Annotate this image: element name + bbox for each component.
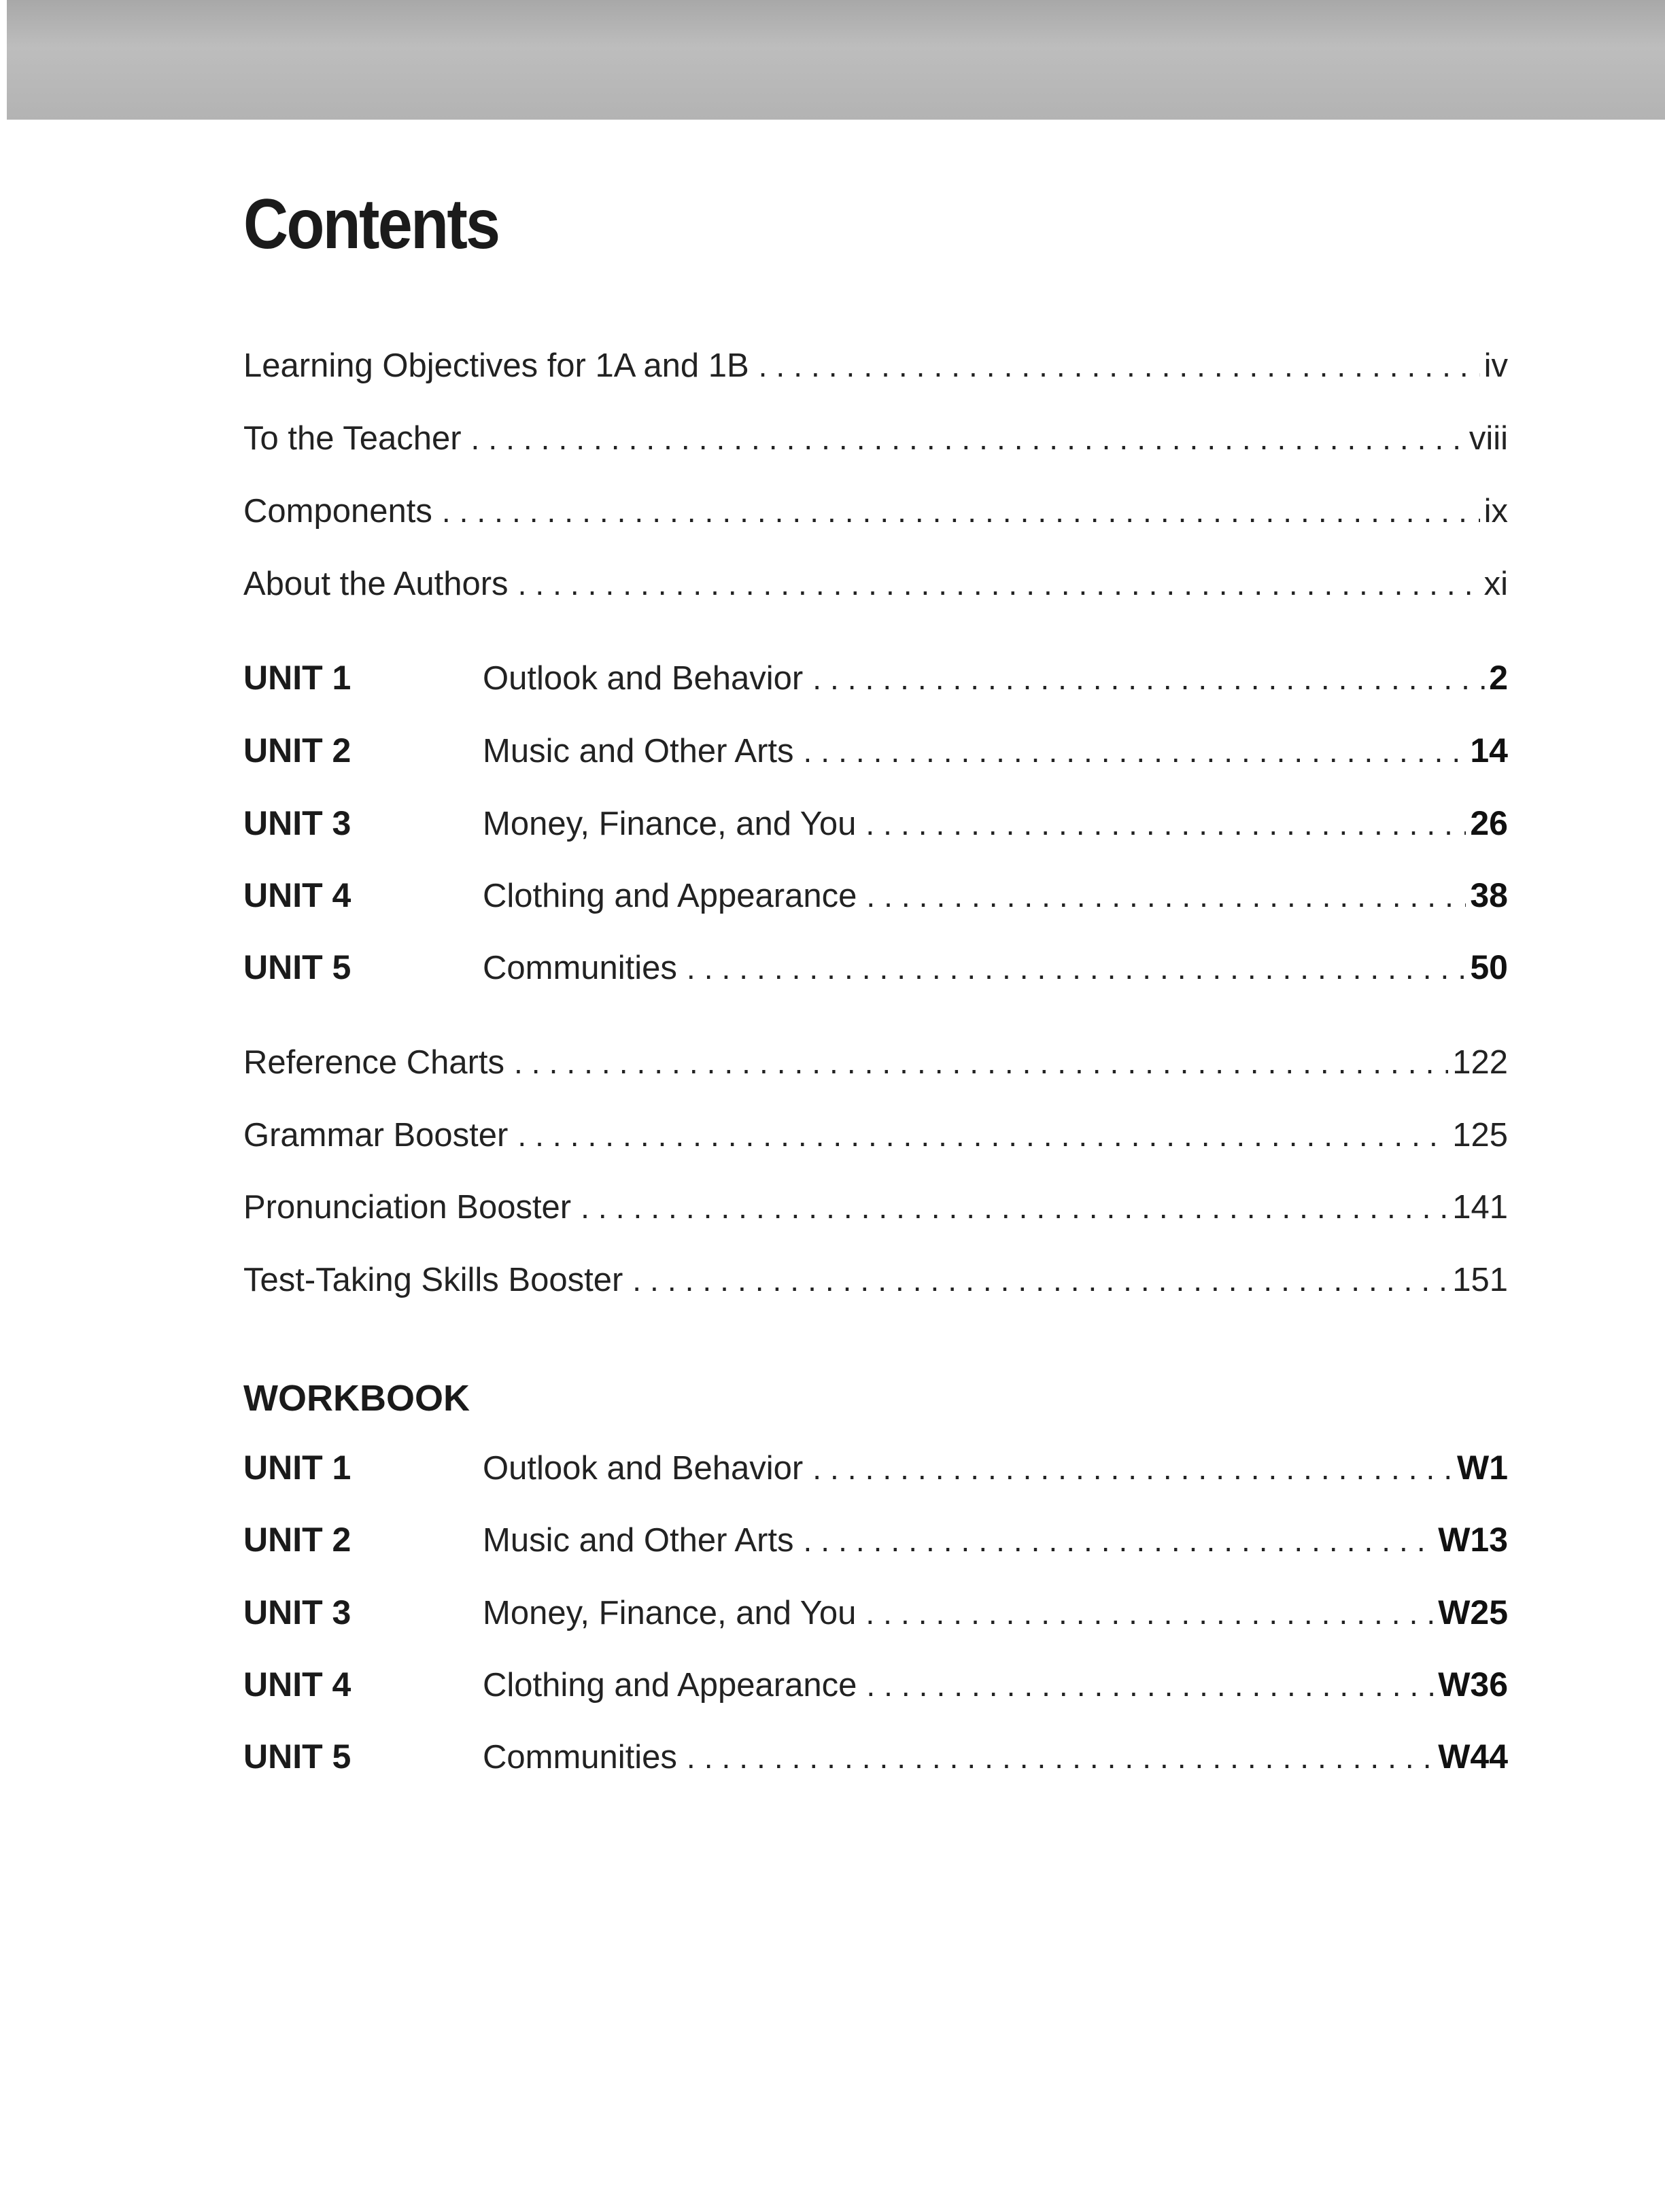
page-title: Contents	[243, 185, 499, 264]
dot-leader	[514, 568, 1480, 600]
toc-entry-title: Pronunciation Booster	[243, 1189, 572, 1226]
unit-page: 38	[1470, 876, 1508, 914]
toc-entry-about-the-authors[interactable]	[243, 565, 1508, 619]
unit-title: Money, Finance, and You	[483, 806, 857, 842]
toc-entry-page: iv	[1483, 347, 1508, 384]
dot-leader	[683, 952, 1466, 984]
toc-unit-4[interactable]	[243, 876, 1508, 930]
toc-entry-page: xi	[1483, 566, 1508, 602]
toc-entry-title: Components	[243, 493, 432, 530]
toc-workbook-unit-5[interactable]	[243, 1737, 1508, 1791]
unit-title: Music and Other Arts	[483, 1522, 794, 1559]
unit-title: Communities	[483, 1739, 677, 1776]
unit-title: Outlook and Behavior	[483, 1450, 804, 1487]
unit-page: W1	[1457, 1449, 1508, 1487]
toc-workbook-unit-1[interactable]	[243, 1448, 1508, 1502]
toc-entry-title: To the Teacher	[243, 420, 462, 457]
unit-title: Communities	[483, 950, 677, 986]
dot-leader	[755, 350, 1480, 381]
toc-entry-pronunciation-booster[interactable]	[243, 1188, 1508, 1243]
dot-leader	[513, 1120, 1448, 1151]
toc-entry-page: 125	[1452, 1117, 1508, 1154]
unit-label: UNIT 5	[243, 948, 351, 986]
dot-leader	[438, 496, 1480, 527]
toc-entry-page: ix	[1483, 493, 1508, 530]
unit-label: UNIT 4	[243, 876, 351, 914]
unit-page: W44	[1438, 1738, 1508, 1776]
unit-page: 14	[1470, 731, 1508, 770]
dot-leader	[808, 663, 1485, 694]
dot-leader	[800, 1525, 1435, 1556]
unit-title: Money, Finance, and You	[483, 1595, 857, 1631]
dot-leader	[628, 1264, 1448, 1296]
dot-leader	[862, 880, 1466, 912]
toc-workbook-unit-3[interactable]	[243, 1593, 1508, 1647]
unit-label: UNIT 1	[243, 1449, 351, 1487]
toc-workbook-unit-4[interactable]	[243, 1665, 1508, 1719]
toc-entry-title: Reference Charts	[243, 1044, 505, 1081]
unit-label: UNIT 3	[243, 804, 351, 842]
toc-entry-reference-charts[interactable]	[243, 1043, 1508, 1098]
toc-unit-1[interactable]	[243, 658, 1508, 712]
unit-label: UNIT 3	[243, 1593, 351, 1631]
dot-leader	[862, 1670, 1434, 1701]
toc-entry-grammar-booster[interactable]	[243, 1116, 1508, 1171]
header-band	[7, 0, 1665, 120]
dot-leader	[861, 1597, 1434, 1629]
unit-label: UNIT 5	[243, 1738, 351, 1776]
dot-leader	[683, 1742, 1434, 1773]
unit-page: 50	[1470, 948, 1508, 986]
dot-leader	[861, 808, 1466, 840]
dot-leader	[808, 1453, 1453, 1484]
unit-page: W13	[1438, 1521, 1508, 1559]
unit-label: UNIT 1	[243, 659, 351, 697]
unit-title: Clothing and Appearance	[483, 1667, 857, 1704]
toc-entry-page: 151	[1452, 1262, 1508, 1298]
toc-entry-title: Learning Objectives for 1A and 1B	[243, 347, 749, 384]
unit-page: W36	[1438, 1665, 1508, 1704]
toc-entry-learning-objectives[interactable]	[243, 347, 1508, 401]
unit-page: 26	[1470, 804, 1508, 842]
unit-label: UNIT 2	[243, 1521, 351, 1559]
toc-entry-components[interactable]	[243, 492, 1508, 547]
unit-label: UNIT 2	[243, 731, 351, 770]
toc-entry-page: 141	[1452, 1189, 1508, 1226]
dot-leader	[577, 1192, 1448, 1223]
toc-unit-2[interactable]	[243, 731, 1508, 785]
toc-entry-page: 122	[1452, 1044, 1508, 1081]
toc-entry-title: About the Authors	[243, 566, 509, 602]
toc-entry-title: Test-Taking Skills Booster	[243, 1262, 623, 1298]
unit-page: 2	[1489, 659, 1508, 697]
dot-leader	[510, 1047, 1448, 1078]
toc-unit-5[interactable]	[243, 948, 1508, 1002]
toc-entry-test-taking-skills-booster[interactable]	[243, 1261, 1508, 1315]
workbook-heading: WORKBOOK	[243, 1378, 470, 1419]
unit-label: UNIT 4	[243, 1665, 351, 1704]
toc-entry-title: Grammar Booster	[243, 1117, 509, 1154]
toc-workbook-unit-2[interactable]	[243, 1520, 1508, 1574]
toc-entry-to-the-teacher[interactable]	[243, 419, 1508, 474]
toc-unit-3[interactable]	[243, 803, 1508, 858]
toc-entry-page: viii	[1469, 420, 1508, 457]
dot-leader	[800, 736, 1466, 767]
dot-leader	[467, 423, 1465, 454]
unit-page: W25	[1438, 1593, 1508, 1631]
unit-title: Music and Other Arts	[483, 733, 794, 770]
unit-title: Outlook and Behavior	[483, 660, 804, 697]
unit-title: Clothing and Appearance	[483, 878, 857, 914]
